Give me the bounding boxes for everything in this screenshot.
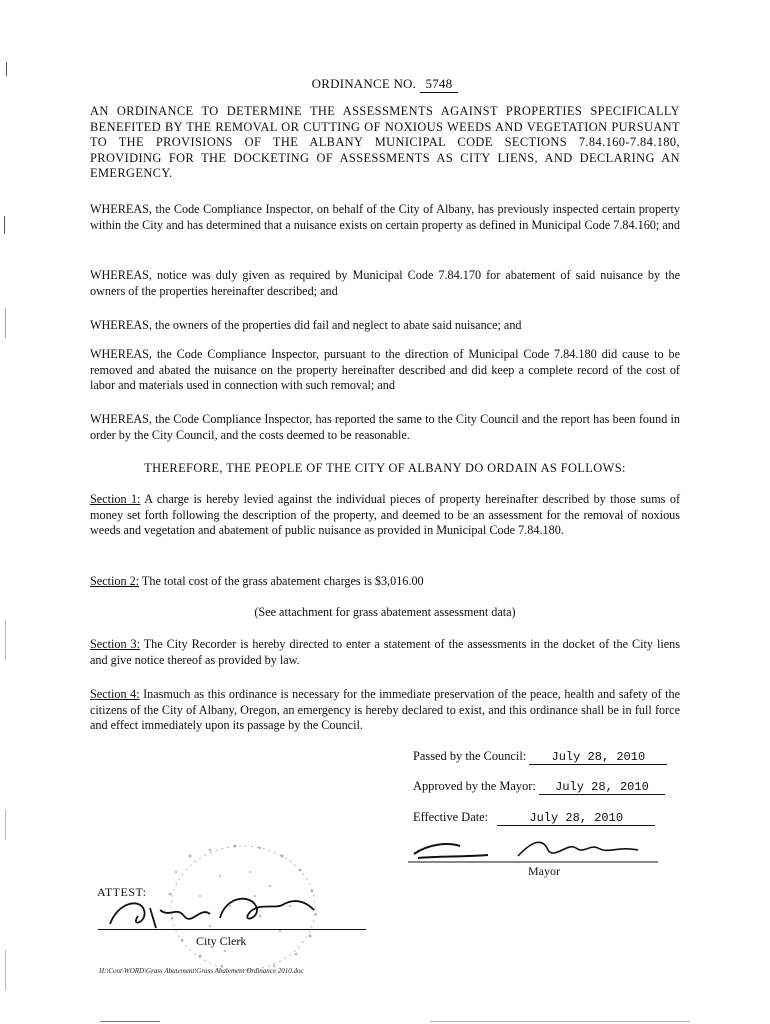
section-3-text: The City Recorder is hereby directed to enter a statement of the assessments in the docket of the City liens and give notice thereof as provided by law. — [90, 637, 680, 667]
section-2-label: Section 2: — [90, 574, 140, 588]
mayor-label: Mayor — [528, 864, 560, 878]
ordinance-title: ORDINANCE NO. — [311, 76, 417, 91]
effective-date-value: July 28, 2010 — [497, 811, 655, 826]
section-1-text: A charge is hereby levied against the individual pieces of property hereinafter described by those sums of money set forth following the description of the property, and deemed to be an assessment for the removal of noxious weeds and vegetation and abatement of public nuisance as provided in Municipal Code 7.84.180. — [90, 492, 681, 537]
scan-bottom-mark-1 — [100, 1021, 160, 1022]
ordinance-caption: AN ORDINANCE TO DETERMINE THE ASSESSMENTS AGAINST PROPERTIES SPECIFICALLY BENEFITED BY THE REMOVAL OR CUTTING OF NOXIOUS WEEDS AND VEGETATION PURSUANT TO THE PROVISIONS OF THE ALBANY MUNICIPAL CODE SECTIONS 7.84.160-7.84.180, PROVIDING FOR THE DOCKETING OF ASSESSMENTS AS CITY LIENS, AND DECLARING AN EMERGENCY. — [90, 104, 680, 180]
approved-date: July 28, 2010 — [539, 780, 665, 795]
passed-label: Passed by the Council: — [413, 749, 527, 763]
approved-label: Approved by the Mayor: — [413, 779, 536, 793]
ordinance-heading — [0, 76, 770, 93]
passed-by-council — [413, 749, 667, 765]
whereas-paragraph-4: WHEREAS, the Code Compliance Inspector, pursuant to the direction of Municipal Code 7.84.180 did cause to be removed and abated the nuisance on the property hereinafter described and did keep a complete record of the cost of labor and materials used in connection with such removal; and — [90, 347, 680, 392]
city-clerk-label: City Clerk — [196, 934, 247, 948]
approved-by-mayor — [413, 779, 665, 795]
whereas-paragraph-5: WHEREAS, the Code Compliance Inspector, has reported the same to the City Council and the report has been found in order by the City Council, and the costs deemed to be reasonable. — [90, 412, 680, 442]
section-3 — [90, 637, 680, 668]
scan-bottom-mark-2 — [430, 1021, 690, 1022]
therefore-clause: THEREFORE, THE PEOPLE OF THE CITY OF ALBANY DO ORDAIN AS FOLLOWS: — [144, 461, 626, 475]
attest-label: ATTEST: — [97, 885, 147, 899]
section-2-text: The total cost of the grass abatement charges is $3,016.00 — [139, 574, 424, 588]
section-1-label: Section 1: — [90, 492, 141, 506]
section-4-label: Section 4: — [90, 687, 140, 701]
section-3-label: Section 3: — [90, 637, 140, 651]
effective-label: Effective Date: — [413, 810, 489, 824]
clerk-signature-line — [98, 929, 366, 930]
whereas-paragraph-3: WHEREAS, the owners of the properties did fail and neglect to abate said nuisance; and — [90, 318, 522, 332]
file-path-footer: H:\Cont\WORD\Grass Abatement\Grass Abatement Ordinance 2010.doc — [99, 967, 304, 975]
section-2 — [90, 574, 680, 590]
whereas-paragraph-2: WHEREAS, notice was duly given as required by Municipal Code 7.84.170 for abatement of said nuisance by the owners of the properties hereinafter described; and — [90, 268, 680, 298]
section-4-text: Inasmuch as this ordinance is necessary for the immediate preservation of the peace, health and safety of the citizens of the City of Albany, Oregon, an emergency is hereby declared to exist, and this ordinance shall be in full force and effect immediately upon its passage by the Council. — [90, 687, 680, 732]
effective-date — [413, 810, 655, 826]
section-1 — [90, 492, 680, 539]
mayor-signature — [408, 836, 658, 866]
section-4 — [90, 687, 680, 734]
ordinance-number: 5748 — [420, 76, 459, 93]
passed-date: July 28, 2010 — [529, 750, 667, 765]
attachment-note: (See attachment for grass abatement assessment data) — [254, 605, 516, 619]
whereas-paragraph-1: WHEREAS, the Code Compliance Inspector, on behalf of the City of Albany, has previously inspected certain property within the City and has determined that a nuisance exists on certain property as defined in Municipal Code 7.84.160; and — [90, 202, 680, 232]
